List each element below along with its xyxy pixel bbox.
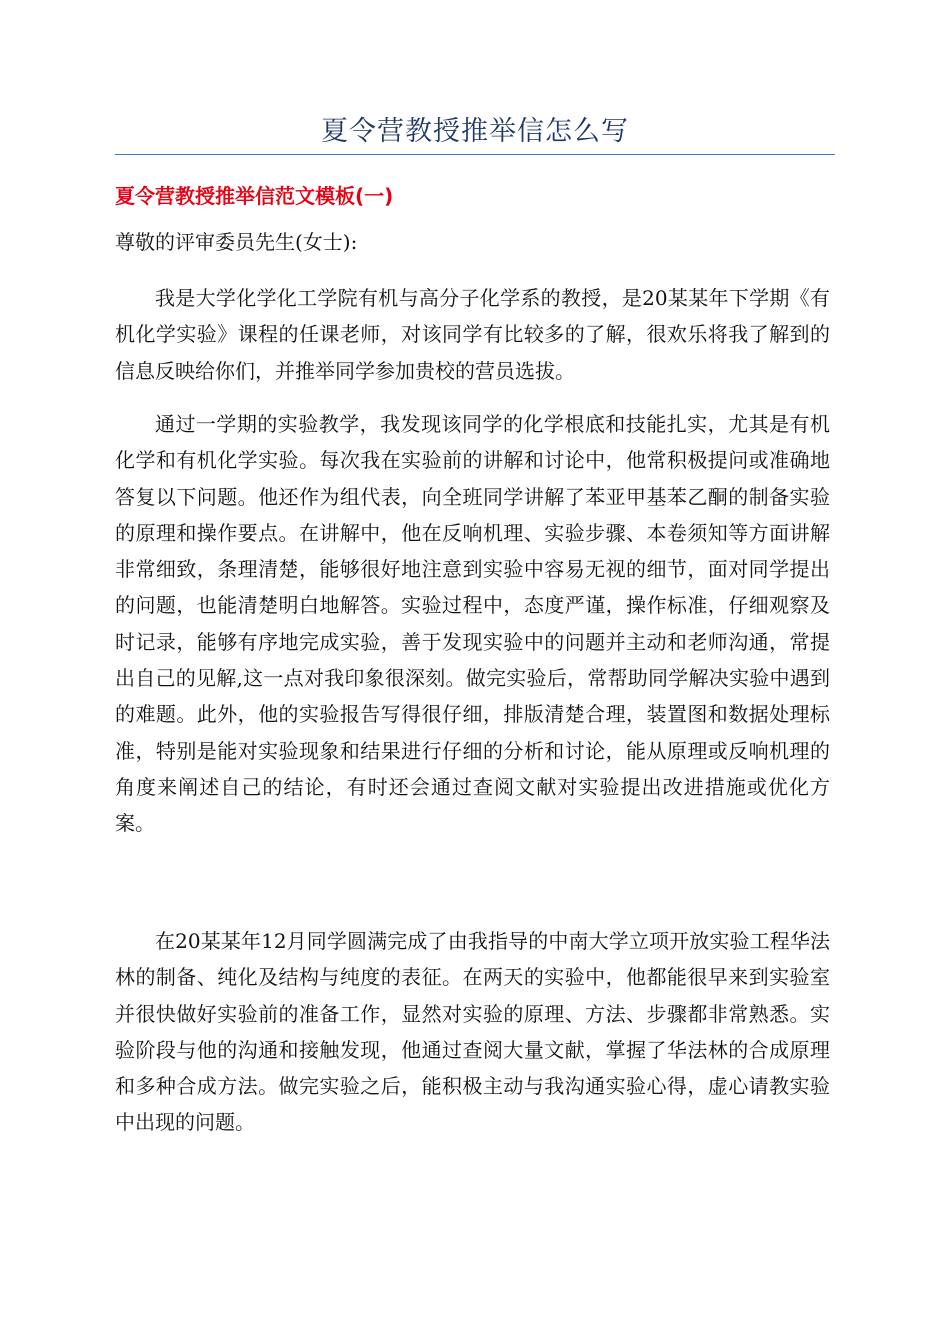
body-paragraph-3: 在20某某年12月同学圆满完成了由我指导的中南大学立项开放实验工程华法林的制备、纯化及结构与纯度的表征。在两天的实验中，他都能很早来到实验室并很快做好实验前的准备工作，显然对实验的原理、方法、步骤都非常熟悉。实验阶段与他的沟通和接触发现，他通过查阅大量文献，掌握了华法林的合成原理和多种合成方法。做完实验之后，能积极主动与我沟通实验心得，虚心请教实验中出现的问题。 [115, 929, 830, 1135]
title-underline [115, 154, 835, 155]
section-heading: 夏令营教授推举信范文模板(一) [115, 184, 394, 208]
body-paragraph-1: 我是大学化学化工学院有机与高分子化学系的教授，是20某某年下学期《有机化学实验》课程的任课老师，对该同学有比较多的了解，很欢乐将我了解到的信息反映给你们，并推举同学参加贵校的营员选拔。 [115, 286, 830, 383]
page-title: 夏令营教授推举信怎么写 [321, 116, 629, 147]
body-paragraph-2: 通过一学期的实验教学，我发现该同学的化学根底和技能扎实，尤其是有机化学和有机化学实验。每次我在实验前的讲解和讨论中，他常积极提问或准确地答复以下问题。他还作为组代表，向全班同学讲解了苯亚甲基苯乙酮的制备实验的原理和操作要点。在讲解中，他在反响机理、实验步骤、本卷须知等方面讲解非常细致，条理清楚，能够很好地注意到实验中容易无视的细节，面对同学提出的问题，也能清楚明白地解答。实验过程中，态度严谨，操作标准，仔细观察及时记录，能够有序地完成实验，善于发现实验中的问题并主动和老师沟通，常提出自己的见解,这一点对我印象很深刻。做完实验后，常帮助同学解决实验中遇到的难题。此外，他的实验报告写得很仔细，排版清楚合理，装置图和数据处理标准，特别是能对实验现象和结果进行仔细的分析和讨论，能从原理或反响机理的角度来阐述自己的结论，有时还会通过查阅文献对实验提出改进措施或优化方案。 [115, 412, 830, 836]
salutation: 尊敬的评审委员先生(女士): [115, 230, 358, 254]
